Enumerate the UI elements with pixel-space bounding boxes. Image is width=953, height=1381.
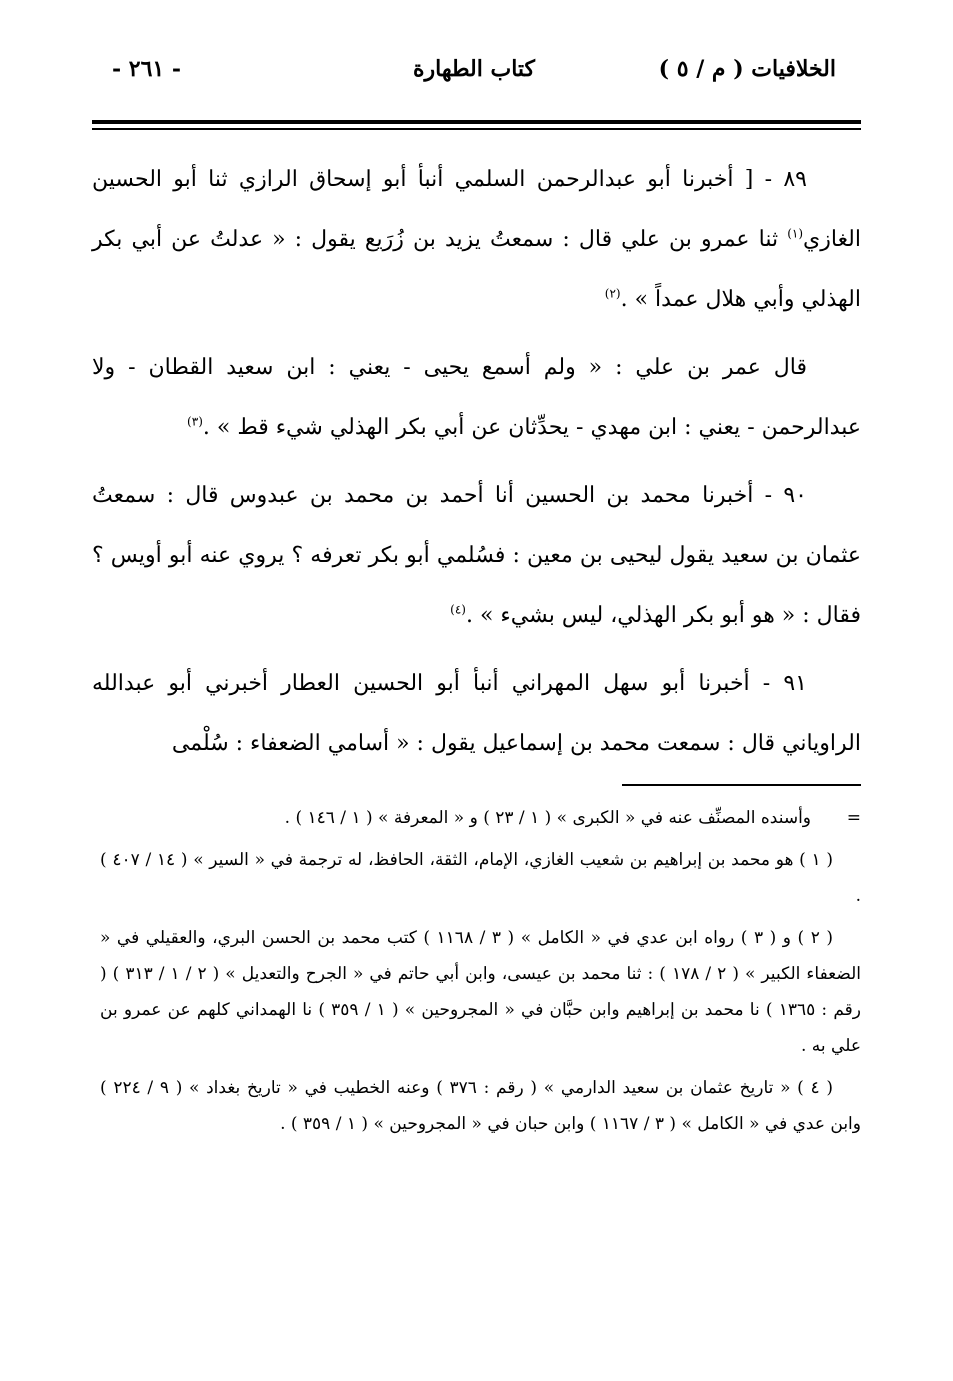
continuation-mark: = (846, 808, 861, 828)
footnote-continuation: =وأسنده المصنِّف عنه في « الكبرى » ( ١ / ٢٣ ) و « المعرفة » ( ١ / ١٤٦ ) . (100, 800, 861, 836)
paragraph-90: ٩٠ - أخبرنا محمد بن الحسين أنا أحمد بن محمد بن عبدوس قال : سمعتُ عثمان بن سعيد يقول ليحيى بن معين : فسُلمي أبو بكر تعرفه ؟ يروي عنه أبو أويس ؟ فقال : « هو أبو بكر الهذلي، ليس بشيء » .$^{(٤)}$ (92, 483, 861, 628)
paragraph-89-comment: قال عمر بن علي : « ولم أسمع يحيى - يعني : ابن سعيد القطان - ولا عبدالرحمن - يعني : ابن مهدي - يحدِّثان عن أبي بكر الهذلي شيء قط » .$^{(٣)}$ (92, 355, 861, 440)
header-rule-thick (92, 120, 861, 124)
footnote-marker: (٢) (604, 286, 621, 301)
page-header (112, 56, 836, 96)
footnote-separator (622, 784, 861, 786)
paragraph-91: ٩١ - أخبرنا أبو سهل المهراني أنبأ أبو الحسين العطار أخبرني أبو عبدالله الراوياني قال : سمعت محمد بن إسماعيل يقول : « أسامي الضعفاء : سُلْمى (92, 671, 861, 756)
footnote-marker: (٤) (450, 602, 466, 617)
main-text (92, 150, 861, 782)
header-volume-title: الخلافيات ( م / ٥ ) (658, 56, 836, 82)
footnote-1: ( ١ ) هو محمد بن إبراهيم بن شعيب الغازي، الإمام، الثقة، الحافظ، له ترجمة في « السير » ( ١٤ / ٤٠٧ ) . (100, 850, 861, 906)
footnote-2-3: ( ٢ ) و ( ٣ ) رواه ابن عدي في « الكامل » ( ٣ / ١١٦٨ ) كتب محمد بن الحسن البري، والعقيلي في « الضعفاء الكبير » ( ٢ / ١٧٨ ) : ثنا محمد بن عيسى، وابن أبي حاتم في « الجرح والتعديل » ( ٢ / ١ / ٣١٣ ) ( رقم : ١٣٦٥ ) نا محمد بن إبراهيم وابن حبَّان في « المجروحين » ( ١ / ٣٥٩ ) نا الهمداني كلهم عن عمرو بن علي به . (100, 928, 862, 1056)
footnote-marker: (١) (787, 226, 804, 241)
header-rule-thin (92, 128, 861, 130)
footnotes (100, 800, 861, 1148)
header-chapter-title: كتاب الطهارة (412, 56, 536, 82)
footnote-marker: (٣) (187, 414, 203, 429)
footnote-4: ( ٤ ) « تاريخ عثمان بن سعيد الدارمي » ( رقم : ٣٧٦ ) وعنه الخطيب في « تاريخ بغداد » ( ٩ / ٢٢٤ ) وابن عدي في « الكامل » ( ٣ / ١١٦٧ ) وابن حبان في « المجروحين » ( ١ / ٣٥٩ ) . (100, 1078, 861, 1134)
paragraph-89: ٨٩ - [ أخبرنا أبو عبدالرحمن السلمي أنبأ أبو إسحاق الرازي ثنا أبو الحسين الغازي$^{(١)}$ ثنا عمرو بن علي قال : سمعتُ يزيد بن زُرَيع يقول : « عدلتُ عن أبي بكر الهذلي وأبي هلال عمداً » .$^{(٢)}$ (92, 167, 861, 312)
header-page-number: - ٢٦١ - (112, 56, 182, 82)
